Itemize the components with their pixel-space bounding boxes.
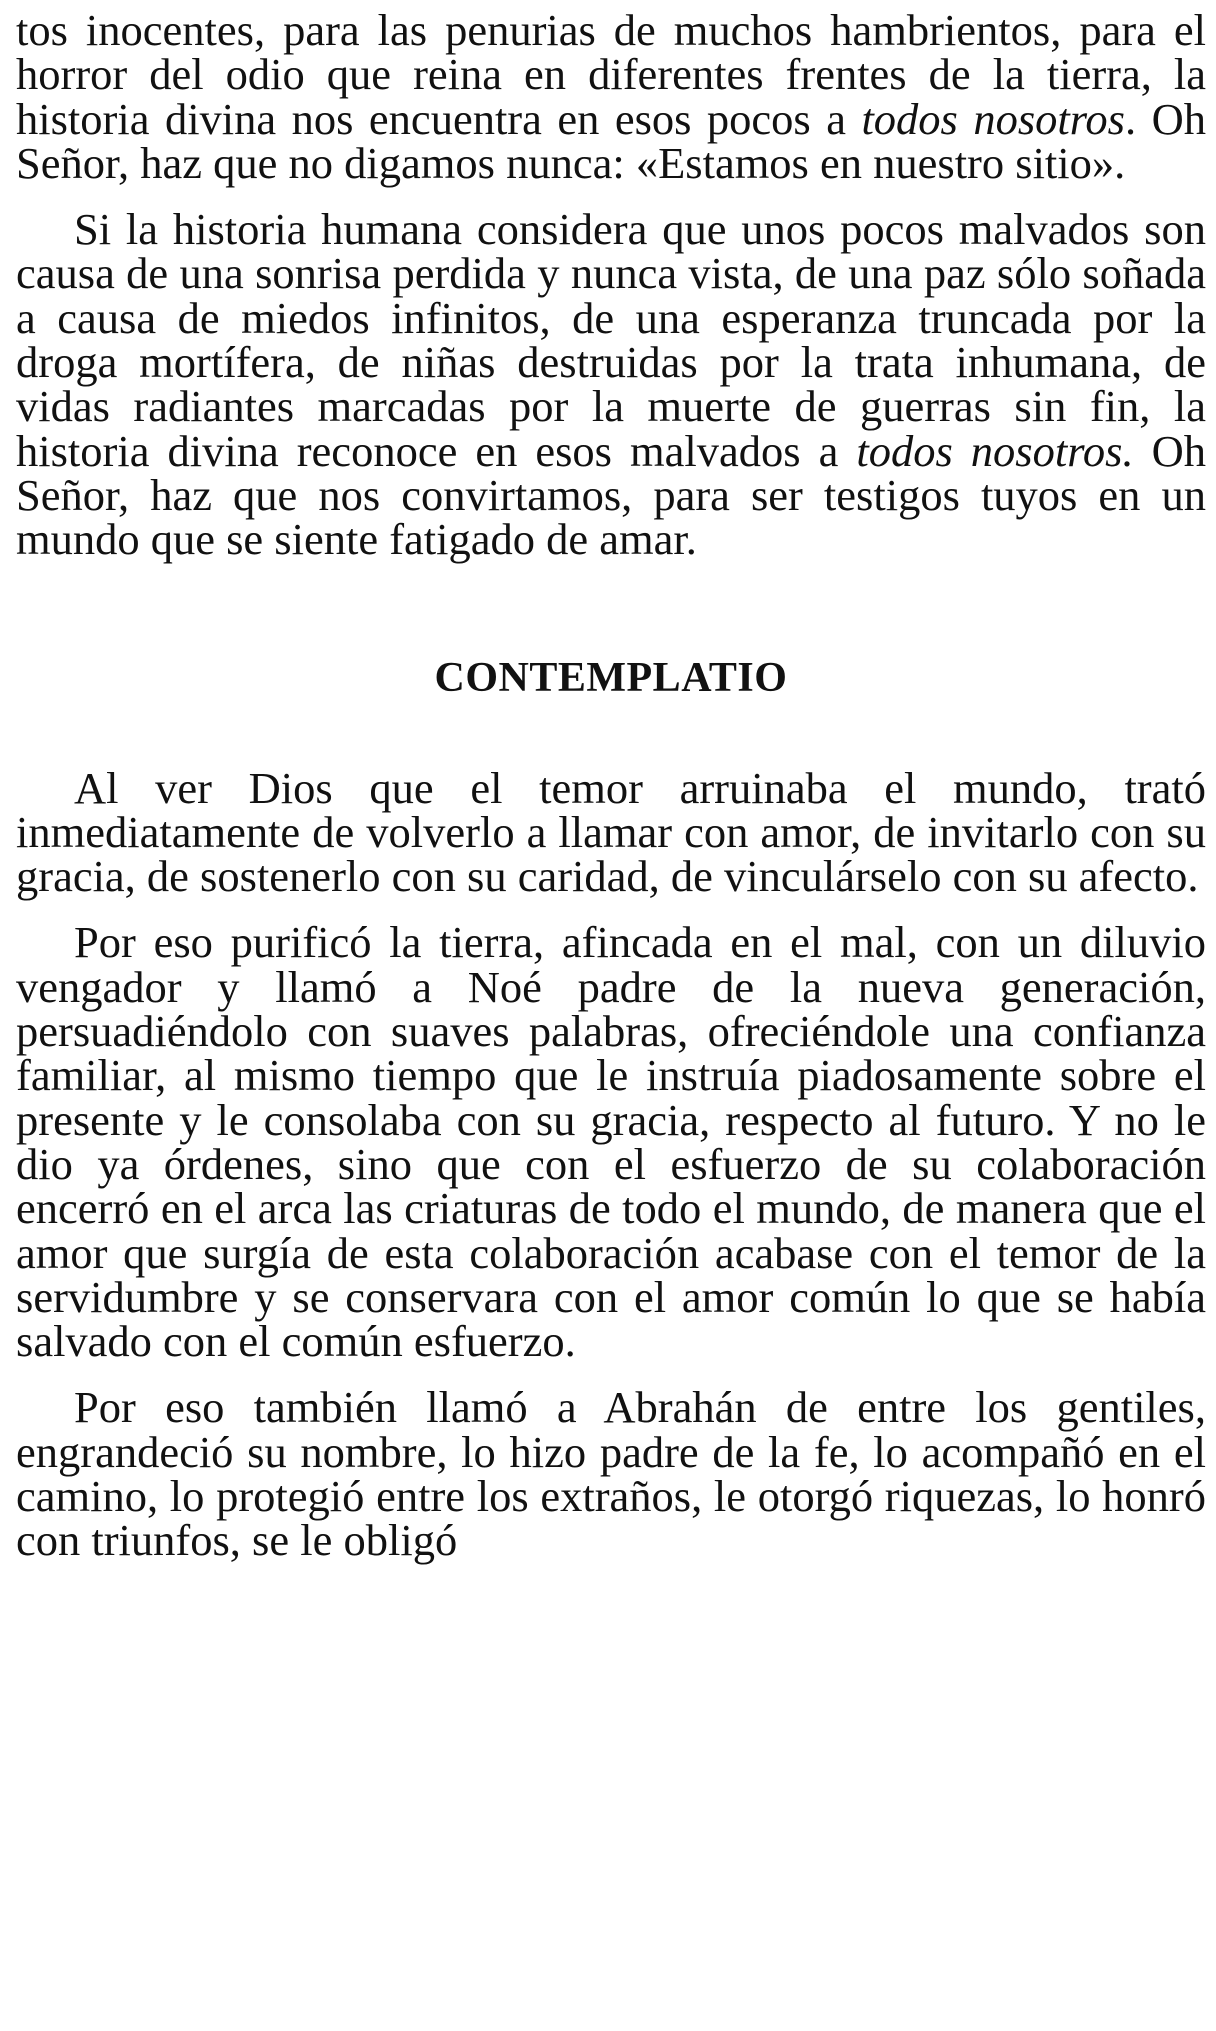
paragraph-continued xyxy=(16,5,1206,188)
paragraph-text: Oh Señor, haz que nos convirtamos, para ser testigos tuyos en un mundo que se siente fatigado de amar. xyxy=(16,425,1206,565)
paragraph-historia-humana xyxy=(16,204,1206,565)
emphasis-text: todos nosotros. xyxy=(856,425,1134,476)
paragraph-noe: Por eso purificó la tierra, afincada en el mal, con un diluvio vengador y llamó a Noé padre de la nueva generación, persuadiéndolo con suaves palabras, ofreciéndole una confianza familiar, al mismo tiempo que le instruía piadosamente sobre el presente y le consolaba con su gracia, respecto al futuro. Y no le dio ya órdenes, sino que con el esfuerzo de su colaboración encerró en el arca las criaturas de todo el mundo, de manera que el amor que surgía de esta colaboración acabase con el temor de la servidumbre y se conservara con el amor común lo que se había salvado con el común esfuerzo. xyxy=(16,917,1206,1367)
section-heading: CONTEMPLATIO xyxy=(434,654,788,701)
paragraph-al-ver-dios: Al ver Dios que el temor arruinaba el mundo, trató inmediatamente de volverlo a llamar con amor, de invitarlo con su gracia, de sostenerlo con su caridad, de vinculárselo con su afecto. xyxy=(16,762,1206,902)
paragraph-text: . Oh Señor, haz que no digamos nunca: «Estamos en nuestro sitio». xyxy=(16,93,1206,188)
section-heading-wrap xyxy=(16,656,1206,700)
document-page xyxy=(16,5,1206,1566)
paragraph-text: Si la historia humana considera que unos pocos malvados son causa de una sonrisa perdida y nunca vista, de una paz sólo soñada a causa de miedos infinitos, de una esperanza truncada por la droga mortífera, de niñas destruidas por la trata inhumana, de vidas radiantes marcadas por la muerte de guerras sin fin, la historia divina reconoce en esos malvados a xyxy=(16,204,1206,476)
paragraph-text: tos inocentes, para las penurias de muchos hambrientos, para el horror del odio que reina en diferentes frentes de la tierra, la historia divina nos encuentra en esos pocos a xyxy=(16,5,1206,144)
emphasis-text: todos nosotros xyxy=(861,93,1126,144)
paragraph-abrahan: Por eso también llamó a Abrahán de entre los gentiles, engrandeció su nombre, lo hizo padre de la fe, lo acompañó en el camino, lo protegió entre los extraños, le otorgó riquezas, lo honró con triunfos, se le obligó xyxy=(16,1382,1206,1566)
